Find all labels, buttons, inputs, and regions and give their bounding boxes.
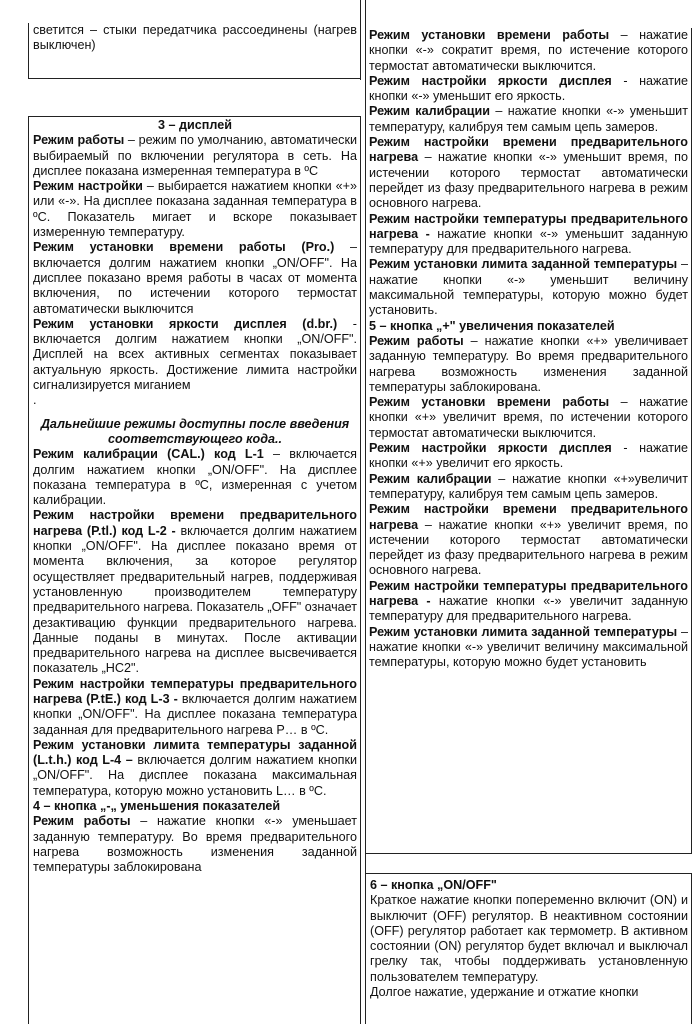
minus-button-heading: 4 – кнопка „-„ уменьшения показателей [33,799,281,814]
minus-mode-item [369,212,688,258]
minus-mode-item-heading: Режим работы [33,814,131,829]
display-mode-list [33,133,357,408]
plus-mode-item-heading: Режим работы [369,333,464,348]
minus-mode-item-text: – нажатие кнопки «-» уменьшит температуру, калибруя тем самым цепь замеров. [369,104,688,134]
display-mode-item-text: – выбирается нажатием кнопки «+» или «-». На дисплее показана заданная температура в ºC. Показатель мигает и вскоре показывает измеренную температуру. [33,179,357,240]
plus-mode-item [369,334,688,395]
display-mode-item [33,317,357,393]
display-mode-item [33,179,357,240]
display-mode-item [33,240,357,316]
minus-mode-item [33,814,357,875]
display-mode-item-heading: Режим установки яркости дисплея (d.br.) [33,316,338,331]
minus-mode-item [369,257,688,318]
display-mode-item-heading: Режим установки времени работы (Pro.) [33,240,335,255]
minus-mode-item-text: – нажатие кнопки «-» уменьшит время, по истечении которого термостат автоматически перейдет из фазу предварительного нагрева в режим основного нагрева. [369,150,688,211]
minus-mode-item-heading: Режим настройки температуры предварительного нагрева - [369,211,688,241]
plus-mode-item-text: – нажатие кнопки «+» увеличивает заданную температуру. Во время предварительного нагрева возможность изменения заданной температуры заблокирована. [369,333,688,394]
plus-mode-item [369,395,688,441]
coded-mode-item-text: – включается долгим нажатием кнопки „ON/OFF". На дисплее показана температура в ºC, измеренная с учетом калибрации. [33,447,357,508]
plus-mode-list [369,334,688,671]
minus-mode-item [369,104,688,135]
right-column-box [365,28,692,854]
plus-mode-item-text: – нажатие кнопки «+»увеличит температуру, калибруя тем самым цепь замеров. [369,471,688,501]
display-mode-item-heading: Режим работы [33,133,125,148]
coded-mode-item-heading: Режим настройки температуры предварительного нагрева (P.tE.) код L-3 - [33,676,357,706]
coded-mode-item-heading: Режим настройки времени предварительного нагрева (P.tl.) код L-2 - [33,508,357,538]
coded-mode-item-heading: Режим калибрации (CAL.) код L-1 [33,447,264,462]
plus-mode-item-text: – нажатие кнопки «+» увеличит время, по истечении которого термостат автоматически выключится. [369,395,688,440]
coded-mode-item-heading: Режим установки лимита температуры заданной (L.t.h.) код L-4 – [33,737,357,768]
plus-mode-item-text: – нажатие кнопки «-» увеличит величину максимальной температуры, которую можно будет установить [369,624,688,670]
minus-mode-item [369,28,688,74]
onoff-long-press-text: Долгое нажатие, удержание и отжатие кнопки [370,985,639,1000]
plus-mode-item-heading: Режим установки времени работы [369,395,610,410]
minus-mode-item-text: – нажатие кнопки «-» уменьшает заданную температуру. Во время предварительного нагрева возможность изменения заданной температуры заблокирована [33,814,358,875]
minus-mode-item-heading: Режим настройки яркости дисплея [369,73,612,88]
plus-mode-item-text: нажатие кнопки «-» увеличит заданную температуру для предварительного нагрева. [369,593,688,624]
minus-mode-item [369,74,688,105]
coded-mode-item-text: включается долгим нажатием кнопки „ON/OFF". На дисплее показана температура заданная для предварительного нагрева P… в ºC. [33,691,357,737]
plus-mode-item-heading: Режим установки лимита заданной температуры [369,624,678,639]
minus-mode-item-heading: Режим установки времени работы [369,28,610,42]
coded-mode-item [33,447,357,508]
minus-mode-item-text: – нажатие кнопки «-» уменьшит величину максимальной температуры, которую можно будет установить. [369,257,688,318]
onoff-description: Краткое нажатие кнопки попеременно включит (ON) и выключит (OFF) регулятор. В неактивном состоянии (OFF) регулятор работает как термометр. В активном состоянии (ON) регулятор будет включал и выключал грелку так, чтобы поддерживать установленную пользователем температуру. [370,893,688,984]
minus-mode-item-heading: Режим установки лимита заданной температуры [369,257,678,272]
coded-mode-item-text: включается долгим нажатием кнопки „ON/OFF". На дисплее показано время от момента включения, за которое регулятор осуществляет предварительный нагрев, поддерживая установленную производителем температуру предварительного нагрева. Показатель „OFF" означает дезактивацию функции предварительного нагрева. Данные поданы в минутах. После активации предварительного нагрева на дисплее высвечивается показатель „HC2". [33,523,357,676]
display-mode-item-heading: Режим настройки [33,179,143,194]
coded-mode-item [33,677,357,738]
plus-button-heading: 5 – кнопка „+" увеличения показателей [369,318,615,333]
display-mode-item [33,393,357,408]
display-mode-item-text: – включается долгим нажатием кнопки „ON/OFF". На дисплее показано время работы в часах от момента включения, по истечении которого термостат автоматически выключится [33,240,357,316]
display-mode-item-text: - включается долгим нажатием кнопки „ON/OFF". Дисплей на всех активных сегментах показывает актуальную яркость. Достижение лимита настройки сигнализируется миганием [33,316,357,393]
coded-mode-item [33,738,357,799]
minus-mode-item-text: - нажатие кнопки «-» уменьшит его яркость. [369,73,689,104]
top-continuation-box [28,23,361,79]
plus-mode-item [369,502,688,578]
plus-mode-item-text: - нажатие кнопки «+» увеличит его яркость. [369,441,689,471]
minus-mode-list-right [369,28,688,319]
minus-mode-item-heading: Режим калибрации [369,104,491,119]
coded-mode-item-text: включается долгим нажатием кнопки „ON/OFF". На дисплее показана максимальная температура, которую можно установить L… в ºC. [33,753,357,798]
minus-mode-item-heading: Режим настройки времени предварительного нагрева [369,135,688,165]
coded-mode-item [33,508,357,676]
plus-mode-item-heading: Режим настройки температуры предварительного нагрева - [369,578,688,608]
display-mode-item-text: – режим по умолчанию, автоматически выбираемый по включении регулятора в сеть. На дисплее показана измеренная температура в ºC [33,133,357,178]
coded-modes-note: Дальнейшие режимы доступны после введения соответствующего кода.. [40,416,350,446]
plus-mode-item-heading: Режим калибрации [369,471,492,486]
plus-mode-item [369,579,688,625]
minus-mode-item [369,135,688,211]
plus-mode-item [369,625,688,671]
plus-mode-item-text: – нажатие кнопки «+» увеличит время, по истечении которого термостат автоматически перейдет из фазу предварительного нагрева в режим основного нагрева. [369,517,688,578]
minus-mode-item-text: – нажатие кнопки «-» сократит время, по истечение которого термостат автоматически выключится. [369,28,688,73]
onoff-section-box [365,873,692,1024]
minus-mode-item-text: нажатие кнопки «-» уменьшит заданную температуру для предварительного нагрева. [369,226,688,257]
minus-mode-list-left [33,814,357,875]
plus-mode-item [369,441,688,472]
top-continuation-text: светится – стыки передатчика рассоединены (нагрев выключен) [33,23,357,53]
display-mode-item-text: . [33,393,37,408]
display-section-title: 3 – дисплей [158,118,232,132]
plus-mode-item-heading: Режим настройки времени предварительного нагрева [369,502,688,532]
display-section-box [28,116,361,1024]
onoff-button-heading: 6 – кнопка „ON/OFF" [370,878,497,892]
display-mode-item [33,133,357,179]
coded-mode-list [33,447,357,799]
plus-mode-item-heading: Режим настройки яркости дисплея [369,441,612,456]
plus-mode-item [369,472,688,503]
